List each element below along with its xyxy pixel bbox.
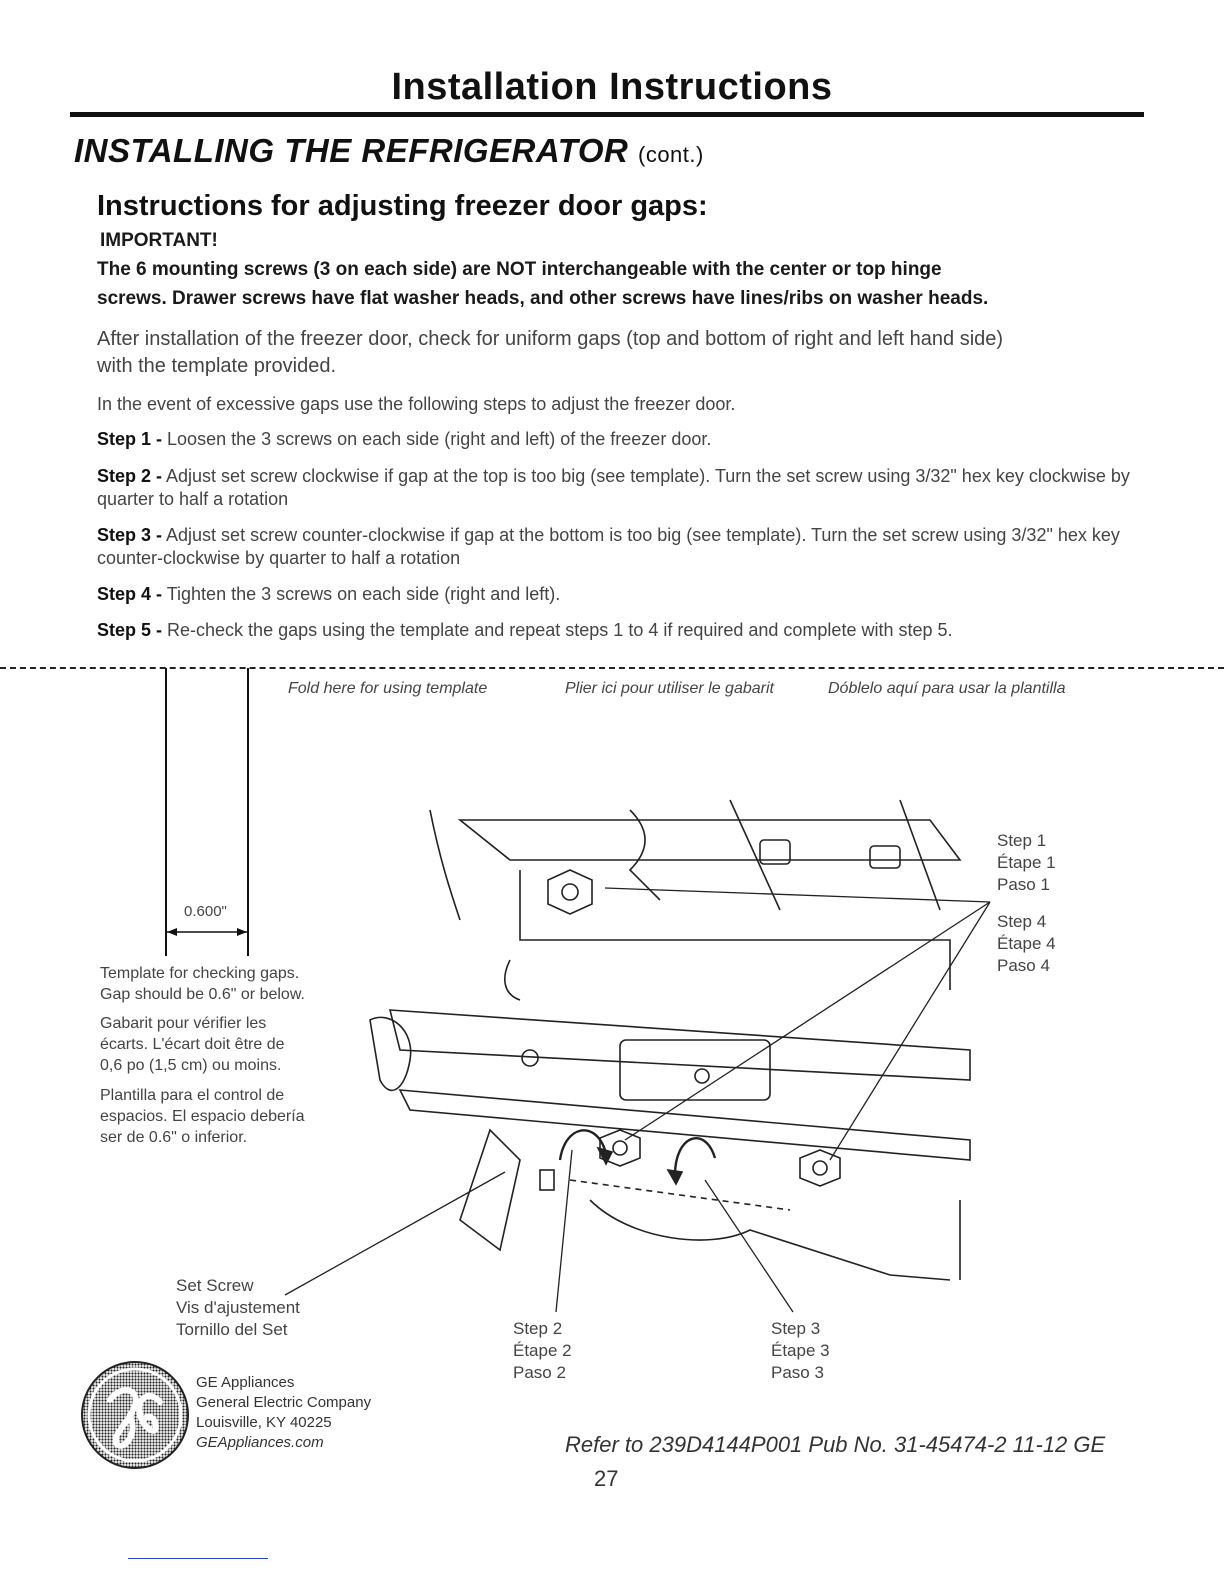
fold-label-en: Fold here for using template [288, 680, 488, 697]
freezer-door-hinge-illustration [330, 780, 990, 1300]
set-screw-body [540, 1170, 554, 1190]
section-title [74, 132, 704, 170]
step-3-label: Step 3 - [97, 525, 163, 545]
callout-step-4-line: Étape 4 [997, 934, 1056, 953]
fold-label-fr: Plier ici pour utiliser le gabarit [565, 680, 774, 697]
top-bolt [548, 870, 592, 914]
page-title: Installation Instructions [391, 66, 833, 108]
callout-step-1-line: Étape 1 [997, 853, 1056, 872]
front-bolt-left-center [613, 1141, 627, 1155]
frame-bend [505, 960, 520, 1000]
step-2 [97, 465, 1157, 511]
hinge-rod-b [900, 800, 940, 910]
fold-label-es: Dóblelo aquí para usar la plantilla [828, 680, 1066, 697]
callout-step-2-line: Paso 2 [513, 1363, 566, 1382]
section-title-text: INSTALLING THE REFRIGERATOR [74, 132, 629, 169]
counterclockwise-arrow [675, 1138, 715, 1175]
callout-step-1-line: Step 1 [997, 831, 1047, 850]
template-desc-fr-line: écarts. L'écart doit être de [100, 1036, 285, 1053]
callout-step-2-line: Step 2 [513, 1319, 563, 1338]
template-desc-es-line: ser de 0.6" o inferior. [100, 1129, 248, 1146]
callout-step-4-line: Step 4 [997, 912, 1047, 931]
step-1-text: Loosen the 3 screws on each side (right and left) of the freezer door. [167, 429, 712, 449]
callout-step-1-line: Paso 1 [997, 875, 1050, 894]
bottom-rule [128, 1558, 268, 1559]
callout-set-screw-line: Tornillo del Set [176, 1320, 288, 1339]
step-3-text: Adjust set screw counter-clockwise if gap at the bottom is too big (see template). Turn the set screw using 3/32" hex key counter-clockwise by quarter to half a rotation [97, 525, 1120, 568]
step-5-label: Step 5 - [97, 620, 163, 640]
top-bracket [460, 820, 960, 860]
important-line-1: The 6 mounting screws (3 on each side) are NOT interchangeable with the center or top hinge [97, 259, 942, 280]
rail-bracket [620, 1040, 770, 1100]
callout-step-2 [513, 1318, 572, 1384]
step-1-label: Step 1 - [97, 429, 163, 449]
rail-end-cap [370, 1017, 411, 1090]
callout-step-1 [997, 830, 1056, 896]
company-website-link[interactable]: GEAppliances.com [196, 1434, 324, 1451]
step-4-label: Step 4 - [97, 584, 163, 604]
step-5-text: Re-check the gaps using the template and repeat steps 1 to 4 if required and complete with step 5. [167, 620, 953, 640]
diagram-edge-line [430, 810, 460, 920]
template-desc-fr-line: 0,6 po (1,5 cm) ou moins. [100, 1057, 282, 1074]
important-line-2: screws. Drawer screws have flat washer heads, and other screws have lines/ribs on washer heads. [97, 288, 989, 309]
drawer-rail [390, 1010, 970, 1080]
template-desc-en-line: Gap should be 0.6" or below. [100, 986, 305, 1003]
step-4-text: Tighten the 3 screws on each side (right and left). [166, 584, 561, 604]
step-1 [97, 428, 1157, 451]
section-suffix: (cont.) [638, 142, 704, 167]
frame-body [520, 870, 950, 990]
top-bolt-center [562, 884, 578, 900]
callout-set-screw [176, 1275, 300, 1341]
publication-reference: Refer to 239D4144P001 Pub No. 31-45474-2 11-12 GE [565, 1432, 1106, 1457]
dashed-axis [570, 1180, 790, 1210]
clockwise-arrow [560, 1130, 605, 1160]
page-number: 27 [594, 1466, 619, 1491]
template-desc-fr [100, 1013, 350, 1076]
template-measurement: 0.600" [184, 903, 227, 920]
template-desc-es [100, 1085, 350, 1148]
company-legal-name: General Electric Company [196, 1394, 372, 1411]
company-address [196, 1373, 371, 1453]
step-4 [97, 583, 1157, 606]
callout-step-3-line: Paso 3 [771, 1363, 824, 1382]
intro-line-2: with the template provided. [97, 355, 337, 377]
callout-step-3-line: Étape 3 [771, 1341, 830, 1360]
template-desc-es-line: Plantilla para el control de [100, 1087, 285, 1104]
template-desc-en-line: Template for checking gaps. [100, 965, 300, 982]
company-city: Louisville, KY 40225 [196, 1414, 332, 1431]
side-plate [460, 1130, 520, 1250]
subsection-title: Instructions for adjusting freezer door gaps: [97, 190, 708, 222]
lower-housing [590, 1200, 950, 1280]
step-2-label: Step 2 - [97, 466, 163, 486]
step-3 [97, 524, 1157, 570]
front-bolt-right [800, 1150, 840, 1186]
important-label: IMPORTANT! [100, 230, 218, 251]
callout-step-4 [997, 911, 1056, 977]
callout-step-3-line: Step 3 [771, 1319, 821, 1338]
rail-hole [522, 1050, 538, 1066]
excess-gaps-text: In the event of excessive gaps use the following steps to adjust the freezer door. [97, 394, 736, 414]
step-2-text: Adjust set screw clockwise if gap at the top is too big (see template). Turn the set screw using 3/32" hex key clockwise by quarter to half a rotation [97, 466, 1130, 509]
company-name: GE Appliances [196, 1374, 295, 1391]
slot-right [870, 846, 900, 868]
hinge-rod-a [730, 800, 780, 910]
hinge-arm [630, 810, 660, 900]
template-desc-es-line: espacios. El espacio debería [100, 1108, 305, 1125]
ge-logo-icon [80, 1360, 190, 1470]
counterclockwise-arrowhead [668, 1170, 682, 1184]
callout-step-3 [771, 1318, 830, 1384]
rail-screw [695, 1069, 709, 1083]
callout-set-screw-line: Vis d'ajustement [176, 1298, 300, 1317]
title-rule [70, 112, 1144, 117]
template-desc-en [100, 963, 350, 1005]
callout-step-4-line: Paso 4 [997, 956, 1050, 975]
callout-step-2-line: Étape 2 [513, 1341, 572, 1360]
front-bolt-right-center [813, 1161, 827, 1175]
intro-line-1: After installation of the freezer door, check for uniform gaps (top and bottom of right and left hand side) [97, 328, 1004, 350]
step-5 [97, 619, 1157, 642]
callout-set-screw-line: Set Screw [176, 1276, 254, 1295]
template-desc-fr-line: Gabarit pour vérifier les [100, 1015, 267, 1032]
